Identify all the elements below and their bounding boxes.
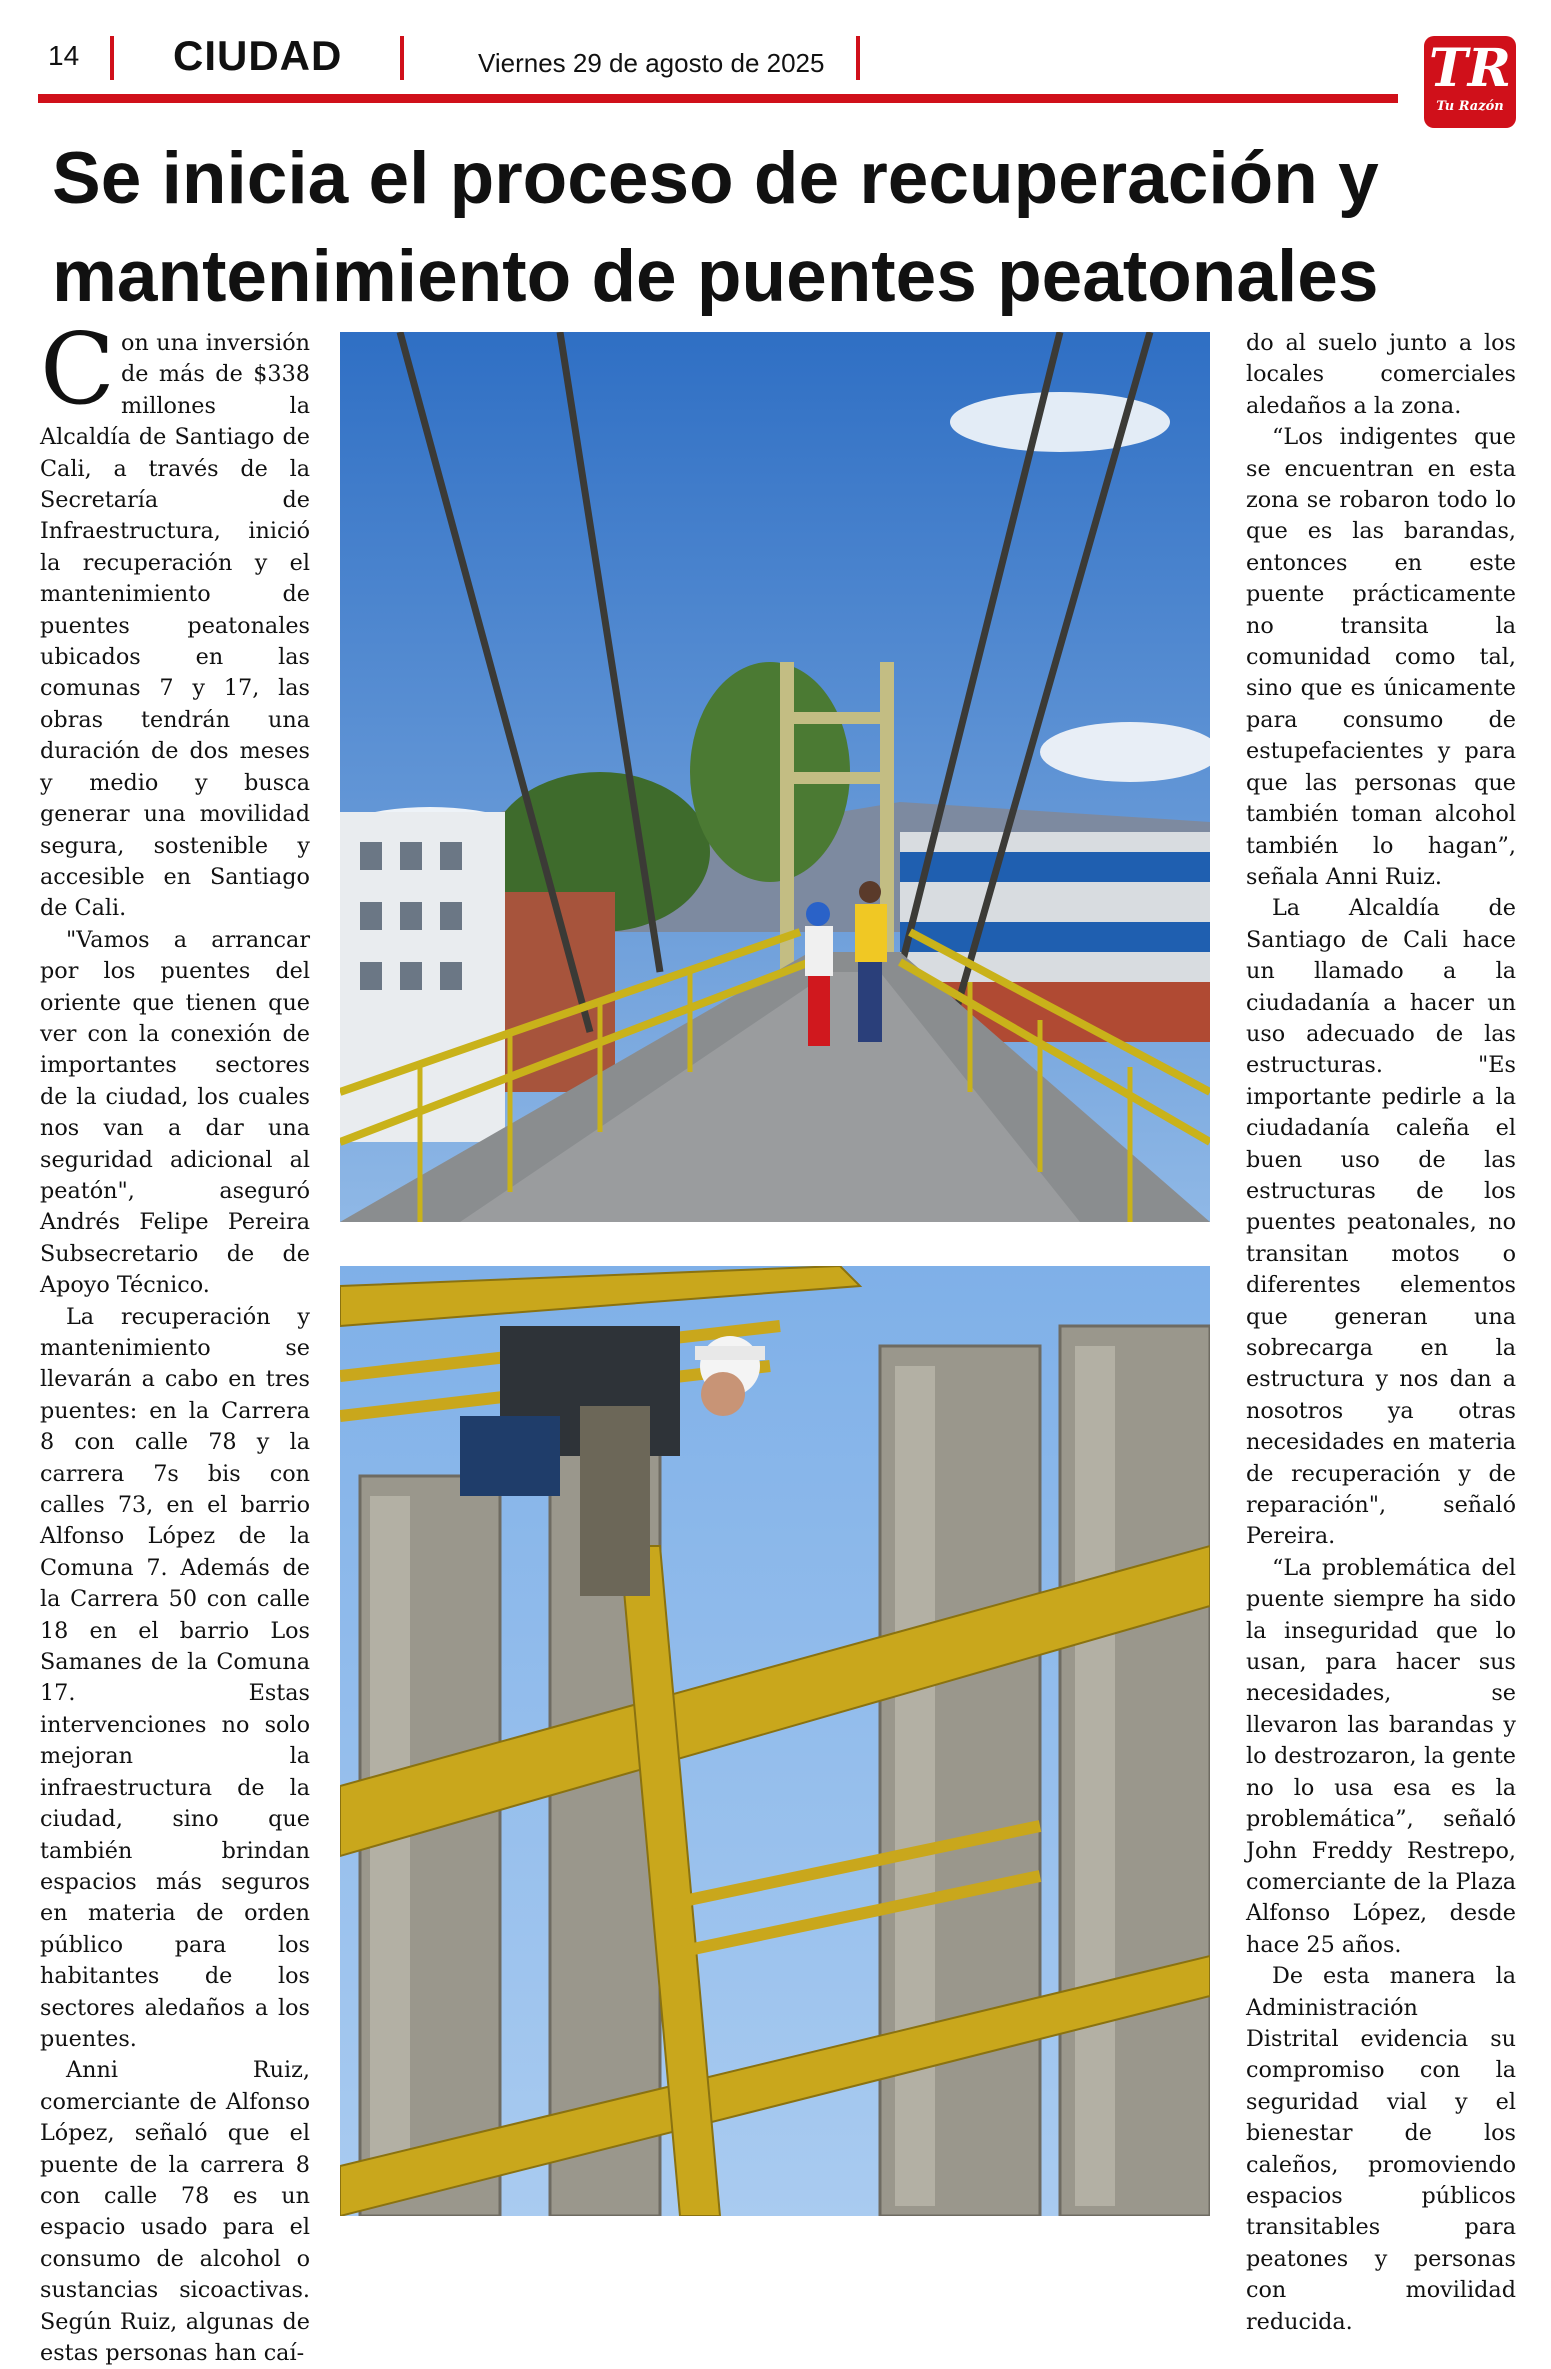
header-divider xyxy=(400,36,404,80)
section-title: CIUDAD xyxy=(173,32,343,79)
photo-bridge-repair xyxy=(340,1266,1210,2216)
header-divider xyxy=(110,36,114,80)
article-paragraph: "Vamos a arrancar por los puentes del oriente que tienen que ver con la conexión de importantes sectores de la ciudad, los cuales nos van a dar una seguridad adicional al peatón", aseguró Andrés Felipe Pereira Subsecretario de de Apoyo Técnico. xyxy=(40,926,310,1299)
article-column-left xyxy=(40,313,310,2369)
article-paragraph: La Alcaldía de Santiago de Cali hace un llamado a la ciudadanía a hacer un uso adecuado de las estructuras. "Es importante pedirle a la ciudadanía caleña el buen uso de las estructuras de los puentes peatonales, no transitan motos o diferentes elementos que generan una sobrecarga en la estructura y nos dan a nosotros ya otras necesidades en materia de recuperación y de reparación", señaló Pereira. xyxy=(1246,895,1516,1550)
logo-name: Tu Razón xyxy=(1436,99,1504,114)
article-paragraph: “Los indigentes que se encuentran en esta zona se robaron todo lo que es las barandas, entonces en este puente prácticamente no transita la comunidad como tal, sino que es únicamente para consumo de estupefacientes y para que las personas que también toman alcohol también lo hagan”, señala Anni Ruiz. xyxy=(1246,424,1516,890)
article-paragraph: do al suelo junto a los locales comerciales aledaños a la zona. xyxy=(1246,330,1516,419)
header-rule xyxy=(38,94,1398,103)
article-headline: Se inicia el proceso de recuperación y mantenimiento de puentes peatonales xyxy=(52,138,1379,317)
logo-mark: TR xyxy=(1429,38,1511,99)
page-number: 14 xyxy=(48,40,80,71)
article-paragraph: La recuperación y mantenimiento se llevarán a cabo en tres puentes: en la Carrera 8 con calle 78 y la carrera 7s bis con calles 73, en el barrio Alfonso López de la Comuna 7. Además de la Carrera 50 con calle 18 en el barrio Los Samanes de la Comuna 17. Estas intervenciones no solo mejoran la infraestructura de la ciudad, sino que también brindan espacios más seguros en materia de orden público para los habitantes de los sectores aledaños a los puentes. xyxy=(40,1303,310,2052)
issue-date: Viernes 29 de agosto de 2025 xyxy=(478,48,825,78)
article-paragraph: Con una inversión de más de $338 millones la Alcaldía de Santiago de Cali, a través de la Secretaría de Infraestructura, inició la recuperación y el mantenimiento de puentes peatonales ubicados en las comunas 7 y 17, las obras tendrán una duración de dos meses y medio y busca generar una movilidad segura, sostenible y accesible en Santiago de Cali. xyxy=(40,313,310,922)
article-paragraph: De esta manera la Administración Distrital evidencia su compromiso con la seguridad vial y el bienestar de los caleños, promoviendo espacios públicos transitables para peatones y personas con movilidad reducida. xyxy=(1246,1963,1516,2335)
header-divider xyxy=(856,36,860,80)
page-header xyxy=(38,30,1498,110)
photo-footbridge xyxy=(340,332,1210,1222)
article-paragraph: “La problemática del puente siempre ha sido la inseguridad que lo usan, para hacer sus necesidades, se llevaron las barandas y lo destrozaron, la gente no lo usa esa es la problemática”, señaló John Freddy Restrepo, comerciante de la Plaza Alfonso López, desde hace 25 años. xyxy=(1246,1554,1516,1958)
article-column-right xyxy=(1246,328,1516,2338)
drop-cap: C xyxy=(40,313,115,427)
publication-logo xyxy=(1424,36,1516,128)
article-paragraph: Anni Ruiz, comerciante de Alfonso López, señaló que el puente de la carrera 8 con calle 78 es un espacio usado para el consumo de alcohol o sustancias sicoactivas. Según Ruiz, algunas de estas personas han caí- xyxy=(40,2057,310,2366)
